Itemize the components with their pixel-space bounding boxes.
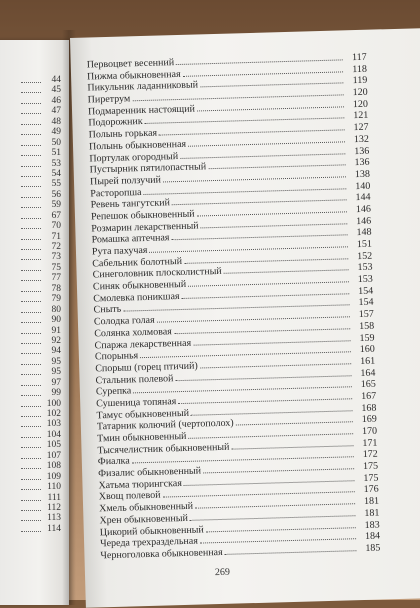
- left-page-number: 80: [21, 305, 61, 315]
- toc-entry-title: Цикорий обыкновенный: [99, 523, 204, 538]
- toc-entry-title: Ромашка аптечная: [91, 232, 170, 246]
- toc-entry-title: Пикульник ладанниковый: [87, 79, 199, 94]
- toc-entry-title: Сныть: [93, 304, 122, 316]
- left-page-number: 107: [21, 451, 61, 461]
- left-page-number: 54: [21, 169, 61, 179]
- left-page-number: 108: [21, 461, 61, 471]
- toc-entry-title: Расторопша: [90, 186, 142, 200]
- left-page-number: 95: [21, 357, 61, 367]
- toc-entry-page: 160: [359, 343, 375, 356]
- toc-entry-page: 136: [354, 145, 370, 157]
- toc-entry-page: 172: [362, 448, 378, 461]
- toc-entry-title: Хрен обыкновенный: [99, 512, 189, 527]
- left-page-number: 71: [21, 232, 61, 242]
- left-page-number-column: [21, 75, 61, 534]
- toc-entry-page: 132: [353, 133, 370, 145]
- toc-entry-title: Череда трехраздельная: [99, 535, 199, 550]
- left-page-number: 114: [21, 524, 61, 534]
- toc-entry-title: Тамус обыкновенный: [96, 407, 190, 422]
- left-page-number: 75: [21, 263, 61, 273]
- left-page-number: 99: [21, 388, 61, 398]
- left-page-number: 46: [21, 96, 61, 106]
- left-page-number: 56: [21, 190, 61, 200]
- table-of-contents: [87, 52, 381, 562]
- toc-entry-title: Подмаренник настоящий: [87, 103, 196, 118]
- left-page-number: 47: [21, 106, 61, 116]
- toc-entry-page: 127: [353, 121, 369, 134]
- toc-entry-title: Полынь горькая: [88, 127, 158, 141]
- left-page-number: 112: [21, 503, 61, 513]
- left-page-number: 55: [21, 179, 61, 189]
- toc-entry-title: Спаржа лекарственная: [94, 337, 192, 351]
- toc-entry-page: 152: [357, 250, 373, 262]
- left-page-number: 53: [21, 159, 61, 169]
- left-page-number: 51: [21, 148, 61, 158]
- left-page-number: 90: [21, 315, 61, 325]
- page-number: 269: [214, 566, 231, 579]
- left-page-number: 48: [21, 117, 61, 127]
- toc-entry-title: Солодка голая: [93, 314, 155, 328]
- toc-entry-page: 144: [355, 191, 371, 204]
- toc-entry-title: Физалис обыкновенный: [98, 465, 202, 480]
- left-page-number: 113: [21, 513, 61, 523]
- toc-entry-page: 176: [363, 483, 379, 496]
- toc-entry-page: 164: [360, 367, 376, 379]
- left-page-number: 70: [21, 221, 61, 231]
- toc-entry-title: Ревень тангутский: [90, 197, 171, 211]
- toc-entry-page: 181: [363, 495, 380, 508]
- toc-entry-title: Синяк обыкновенный: [92, 278, 187, 293]
- toc-entry-title: Первоцвет весенний: [86, 57, 175, 71]
- toc-entry-title: Спорынья: [94, 350, 139, 363]
- right-page: [70, 28, 420, 608]
- toc-entry-title: Портулак огородный: [89, 150, 179, 165]
- left-page: [0, 40, 69, 605]
- toc-entry-title: Тмин обыкновенный: [97, 430, 187, 445]
- toc-entry-page: 183: [364, 519, 380, 531]
- left-page-number: 72: [21, 242, 61, 252]
- toc-entry-title: Татарник колючий (чертополох): [96, 417, 234, 433]
- toc-entry-page: 119: [352, 75, 368, 87]
- toc-entry-title: Рута пахучая: [91, 244, 148, 258]
- left-page-number: 50: [21, 138, 61, 148]
- left-page-number: 102: [21, 409, 61, 419]
- toc-entry-title: Сурепка: [95, 385, 132, 398]
- toc-entry-page: 120: [352, 86, 368, 99]
- toc-entry-title: Смолевка поникшая: [93, 290, 180, 305]
- toc-entry-title: Синеголовник плосколистный: [92, 266, 222, 281]
- left-page-number: 105: [21, 440, 61, 450]
- left-page-number: 94: [21, 346, 61, 356]
- left-page-number: 79: [21, 294, 61, 304]
- toc-entry-page: 140: [355, 180, 371, 192]
- toc-entry-title: Пижма обыкновенная: [86, 68, 181, 83]
- toc-entry-page: 175: [363, 472, 379, 484]
- toc-entry-title: Стальник полевой: [95, 372, 174, 386]
- toc-entry-page: 148: [356, 226, 372, 239]
- toc-entry-title: Хвощ полевой: [98, 490, 161, 503]
- toc-entry-page: 118: [352, 63, 368, 75]
- toc-entry-title: Хмель обыкновенный: [99, 500, 194, 515]
- toc-entry-page: 146: [355, 203, 372, 216]
- toc-entry-page: 146: [356, 215, 372, 227]
- left-page-number: 109: [21, 472, 61, 482]
- left-page-number: 78: [21, 284, 61, 294]
- toc-entry-page: 167: [360, 390, 377, 402]
- toc-entry-page: 169: [361, 413, 377, 426]
- toc-entry-title: Спорыш (горец птичий): [95, 360, 198, 375]
- toc-entry-title: Пиретрум: [87, 93, 131, 106]
- left-page-number: 91: [21, 326, 61, 336]
- toc-entry-title: Фиалка: [97, 455, 130, 468]
- toc-entry-title: Пустырник пятилопастный: [89, 161, 207, 176]
- toc-entry-page: 120: [352, 98, 369, 110]
- toc-entry-page: 184: [364, 530, 381, 543]
- toc-entry-title: Тысячелистник обыкновенный: [97, 441, 230, 457]
- dot-leader: [176, 52, 343, 65]
- toc-entry-title: Черноголовка обыкновенная: [100, 546, 223, 562]
- toc-entry-page: 161: [359, 355, 376, 367]
- toc-entry-page: 159: [359, 332, 375, 344]
- left-page-number: 73: [21, 252, 61, 262]
- left-page-number: 95: [21, 367, 61, 377]
- toc-entry-title: Сабельник болотный: [92, 255, 183, 270]
- toc-entry-page: 153: [357, 262, 373, 274]
- toc-entry-title: Розмарин лекарственный: [91, 220, 199, 235]
- toc-entry-title: Пырей ползучий: [89, 174, 162, 188]
- left-page-number: 44: [21, 75, 61, 85]
- left-page-number: 49: [21, 127, 61, 137]
- left-page-number: 77: [21, 273, 61, 283]
- toc-entry-page: 175: [362, 460, 379, 473]
- toc-entry-page: 157: [358, 308, 374, 321]
- toc-entry-title: Подорожник: [88, 116, 143, 129]
- left-page-number: 111: [21, 493, 61, 503]
- toc-entry-page: 154: [358, 285, 374, 297]
- left-page-number: 110: [21, 482, 61, 492]
- left-page-number: 59: [21, 200, 61, 210]
- left-page-number: 92: [21, 336, 61, 346]
- left-page-number: 45: [21, 85, 61, 95]
- toc-entry-page: 138: [354, 168, 371, 180]
- toc-entry-page: 165: [360, 378, 376, 391]
- toc-entry-page: 153: [357, 273, 374, 286]
- toc-entry-page: 121: [353, 110, 369, 122]
- toc-entry-page: 158: [359, 320, 375, 332]
- left-page-number: 100: [21, 399, 61, 409]
- toc-entry-page: 168: [361, 402, 377, 414]
- toc-entry-page: 181: [364, 507, 380, 519]
- toc-entry-title: Полынь обыкновенная: [88, 138, 187, 153]
- left-page-number: 67: [21, 211, 61, 221]
- left-page-number: 97: [21, 378, 61, 388]
- left-page-number: 103: [21, 419, 61, 429]
- toc-entry-page: 151: [356, 238, 373, 251]
- left-page-number: 104: [21, 430, 61, 440]
- toc-entry-title: Сушеница топяная: [96, 396, 177, 410]
- toc-entry-page: 171: [362, 437, 378, 449]
- toc-entry-title: Хатьма тюрингская: [98, 477, 182, 492]
- toc-entry-page: 185: [365, 542, 381, 554]
- toc-entry-page: 117: [351, 51, 367, 64]
- toc-entry-title: Репешок обыкновенный: [90, 208, 195, 223]
- toc-entry-title: Солянка холмовая: [94, 326, 172, 340]
- toc-entry-page: 154: [358, 297, 374, 309]
- toc-entry-page: 170: [361, 425, 378, 437]
- toc-entry-page: 136: [354, 156, 370, 169]
